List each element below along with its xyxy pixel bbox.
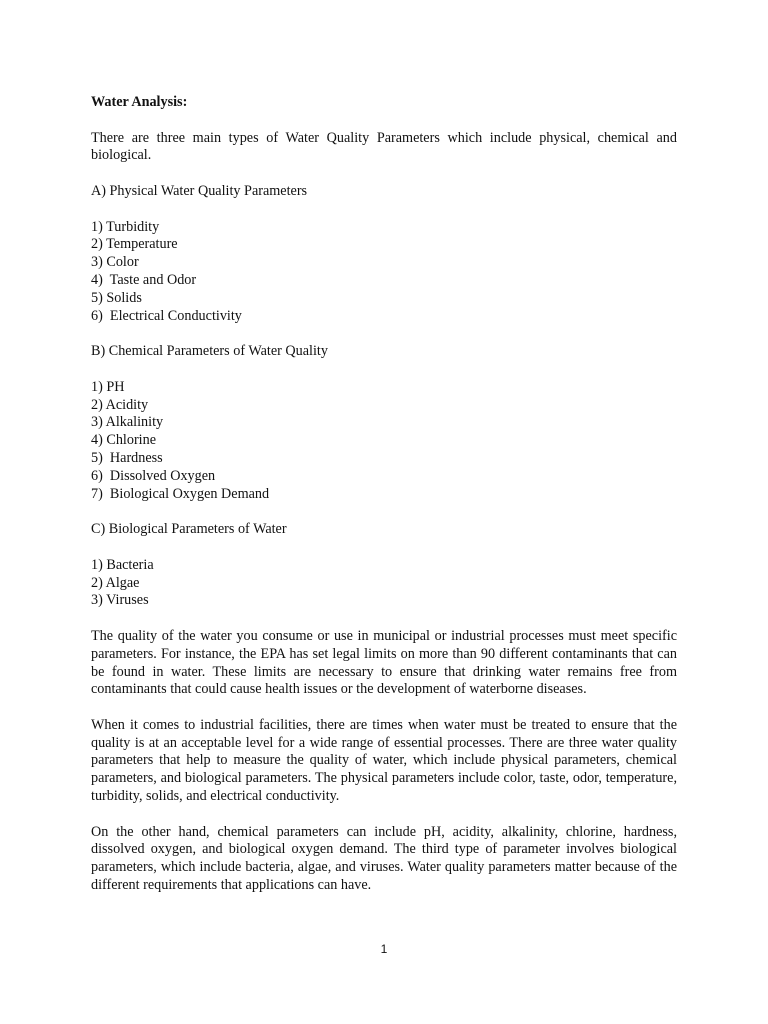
document-title: Water Analysis: <box>91 94 188 110</box>
page-number: 1 <box>380 942 388 956</box>
list-biological <box>91 557 677 610</box>
section-heading-chemical: B) Chemical Parameters of Water Quality <box>91 343 328 360</box>
list-item: 3) Alkalinity <box>91 414 164 431</box>
list-item: 3) Color <box>91 254 139 271</box>
list-item: 2) Algae <box>91 574 140 591</box>
list-item: 1) Turbidity <box>91 218 160 235</box>
list-chemical <box>91 379 677 504</box>
list-item: 6) Dissolved Oxygen <box>91 467 216 484</box>
list-item: 7) Biological Oxygen Demand <box>91 485 270 502</box>
section-heading-biological: C) Biological Parameters of Water <box>91 521 287 538</box>
body-paragraph: When it comes to industrial facilities, there are times when water must be treated to ensure that the quality is at an acceptable level for a wide range of essential processes. There are three water quality parameters that help to measure the quality of water, which include physical parameters, chemical parameters, and biological parameters. The physical parameters include color, taste, odor, temperature, turbidity, solids, and electrical conductivity. <box>91 716 677 805</box>
body-paragraph: On the other hand, chemical parameters can include pH, acidity, alkalinity, chlorine, hardness, dissolved oxygen, and biological oxygen demand. The third type of parameter involves biological parameters, which include bacteria, algae, and viruses. Water quality parameters matter because of the different requirements that applications can have. <box>91 823 677 894</box>
body-paragraph: The quality of the water you consume or use in municipal or industrial processes must meet specific parameters. For instance, the EPA has set legal limits on more than 90 different contaminants that can be found in water. These limits are necessary to ensure that drinking water remains free from contaminants that could cause health issues or the development of waterborne diseases. <box>91 627 677 698</box>
document-body <box>91 94 677 895</box>
list-item: 6) Electrical Conductivity <box>91 307 242 324</box>
list-item: 2) Temperature <box>91 236 178 253</box>
section-heading-physical: A) Physical Water Quality Parameters <box>91 182 308 199</box>
intro-paragraph: There are three main types of Water Quality Parameters which include physical, chemical and biological. <box>91 129 677 164</box>
list-item: 2) Acidity <box>91 396 149 413</box>
list-item: 1) PH <box>91 378 125 395</box>
list-item: 4) Chlorine <box>91 432 157 449</box>
list-item: 5) Solids <box>91 289 142 306</box>
list-physical <box>91 219 677 326</box>
list-item: 3) Viruses <box>91 592 149 609</box>
list-item: 1) Bacteria <box>91 556 154 573</box>
list-item: 5) Hardness <box>91 449 163 466</box>
list-item: 4) Taste and Odor <box>91 271 197 288</box>
